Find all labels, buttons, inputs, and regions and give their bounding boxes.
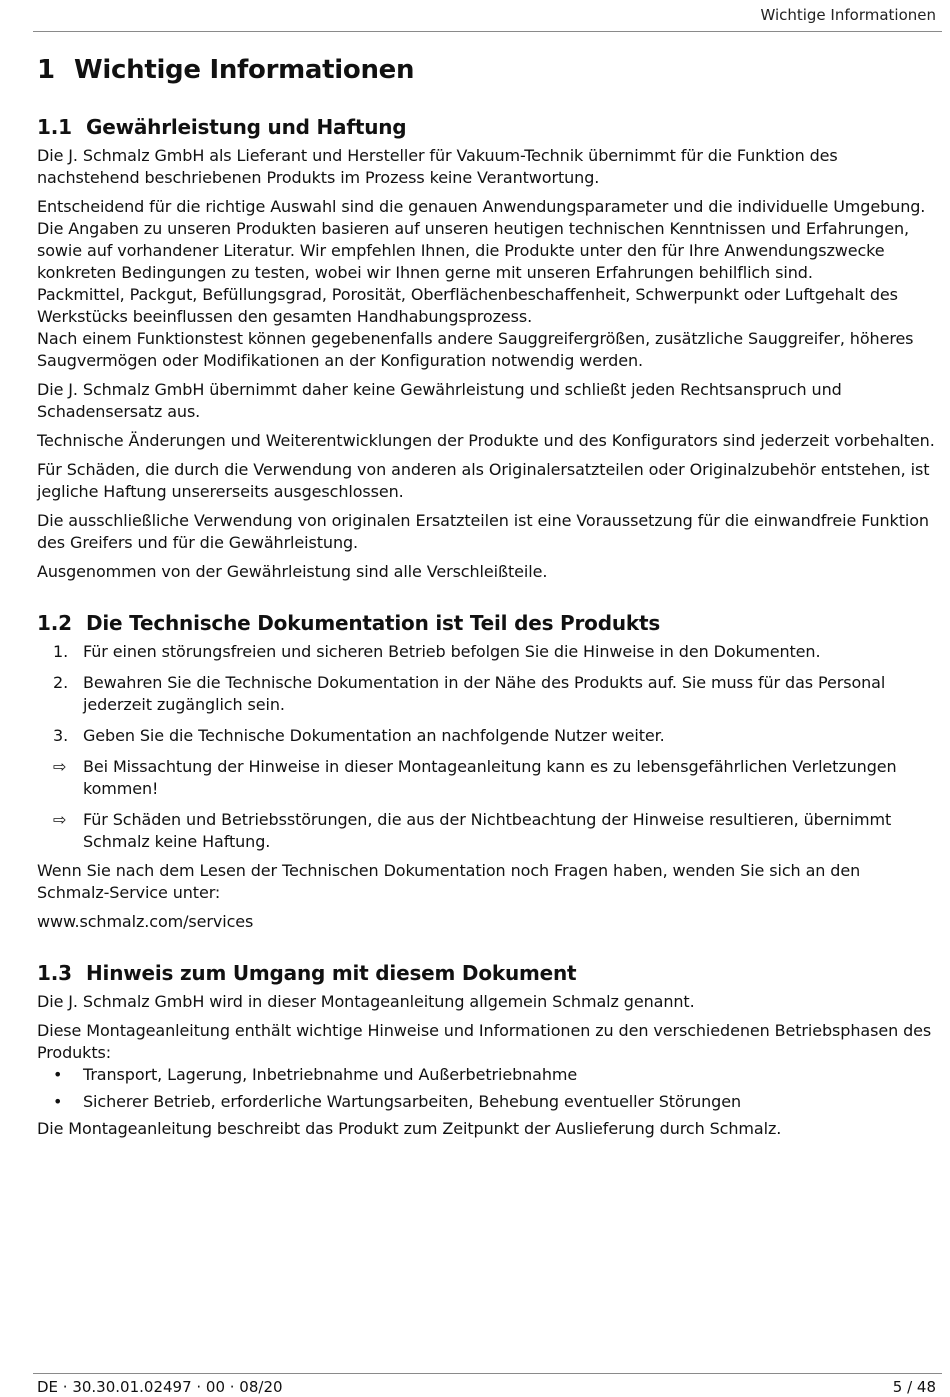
chapter-heading [37, 55, 937, 85]
document-id: DE · 30.30.01.02497 · 00 · 08/20 [37, 1378, 283, 1396]
arrow-right-icon: ⇨ [53, 757, 67, 776]
paragraph: Die J. Schmalz GmbH wird in dieser Montageanleitung allgemein Schmalz genannt. [37, 992, 695, 1011]
result-text: Für Schäden und Betriebsstörungen, die aus der Nichtbeachtung der Hinweise resultieren, übernimmt Schmalz keine Haftung. [83, 810, 892, 851]
paragraph: Die Angaben zu unseren Produkten basieren auf unseren heutigen technischen Kenntnissen und Erfahrungen, sowie auf vorhandener Literatur. Wir empfehlen Ihnen, die Produkte unter den für Ihre Anwendungszwecke konkreten Bedingungen zu testen, wobei wir Ihnen gerne mit unseren Erfahrungen behilflich sind. [37, 219, 909, 282]
paragraph: Entscheidend für die richtige Auswahl sind die genauen Anwendungsparameter und die individuelle Umgebung. [37, 197, 926, 216]
paragraph: Nach einem Funktionstest können gegebenenfalls andere Sauggreifergrößen, zusätzliche Sauggreifer, höheres Saugvermögen oder Modifikationen an der Konfiguration notwendig werden. [37, 329, 914, 370]
chapter-title: Wichtige Informationen [74, 55, 415, 85]
service-url: www.schmalz.com/services [37, 912, 254, 931]
paragraph: Die ausschließliche Verwendung von originalen Ersatzteilen ist eine Voraussetzung für die einwandfreie Funktion des Greifers und für die Gewährleistung. [37, 511, 929, 552]
list-item [37, 1091, 937, 1113]
step-text: Bewahren Sie die Technische Dokumentation in der Nähe des Produkts auf. Sie muss für das Personal jederzeit zugänglich sein. [83, 673, 886, 714]
section-heading [37, 115, 937, 139]
section-technical-documentation [37, 611, 937, 933]
arrow-right-icon: ⇨ [53, 810, 67, 829]
section-number: 1.3 [37, 961, 72, 985]
section-title: Hinweis zum Umgang mit diesem Dokument [86, 961, 577, 985]
section-warranty [37, 115, 937, 583]
page-content [37, 55, 937, 1168]
section-heading [37, 961, 937, 985]
result-step [37, 756, 937, 800]
paragraph: Die J. Schmalz GmbH übernimmt daher keine Gewährleistung und schließt jeden Rechtsanspruch und Schadensersatz aus. [37, 380, 842, 421]
footer-divider [33, 1373, 942, 1374]
paragraph: Packmittel, Packgut, Befüllungsgrad, Porosität, Oberflächenbeschaffenheit, Schwerpunkt oder Luftgehalt des Werkstücks beeinflussen den gesamten Handhabungsprozess. [37, 285, 898, 326]
result-step [37, 809, 937, 853]
step-text: Für einen störungsfreien und sicheren Betrieb befolgen Sie die Hinweise in den Dokumenten. [83, 642, 821, 661]
paragraph: Technische Änderungen und Weiterentwicklungen der Produkte und des Konfigurators sind jederzeit vorbehalten. [37, 431, 935, 450]
numbered-step [37, 725, 937, 747]
paragraph: Die J. Schmalz GmbH als Lieferant und Hersteller für Vakuum-Technik übernimmt für die Funktion des nachstehend beschriebenen Produkts im Prozess keine Verantwortung. [37, 146, 838, 187]
running-header: Wichtige Informationen [760, 6, 936, 24]
bullet-icon: • [53, 1065, 63, 1084]
step-text: Geben Sie die Technische Dokumentation an nachfolgende Nutzer weiter. [83, 726, 665, 745]
section-number: 1.1 [37, 115, 72, 139]
step-number: 2. [53, 673, 69, 692]
paragraph: Ausgenommen von der Gewährleistung sind alle Verschleißteile. [37, 562, 548, 581]
paragraph: Diese Montageanleitung enthält wichtige Hinweise und Informationen zu den verschiedenen Betriebsphasen des Produkts: [37, 1021, 932, 1062]
step-number: 1. [53, 642, 69, 661]
header-divider [33, 31, 942, 32]
step-number: 3. [53, 726, 69, 745]
paragraph: Für Schäden, die durch die Verwendung von anderen als Originalersatzteilen oder Originalzubehör entstehen, ist jegliche Haftung unsererseits ausgeschlossen. [37, 460, 930, 501]
section-title: Die Technische Dokumentation ist Teil des Produkts [86, 611, 661, 635]
list-item-text: Sicherer Betrieb, erforderliche Wartungsarbeiten, Behebung eventueller Störungen [83, 1092, 742, 1111]
page-number: 5 / 48 [892, 1378, 936, 1396]
section-document-handling [37, 961, 937, 1140]
bullet-icon: • [53, 1092, 63, 1111]
list-item-text: Transport, Lagerung, Inbetriebnahme und Außerbetriebnahme [83, 1065, 578, 1084]
list-item [37, 1064, 937, 1086]
result-text: Bei Missachtung der Hinweise in dieser Montageanleitung kann es zu lebensgefährlichen Verletzungen kommen! [83, 757, 897, 798]
section-heading [37, 611, 937, 635]
numbered-step [37, 641, 937, 663]
chapter-number: 1 [37, 55, 55, 85]
section-number: 1.2 [37, 611, 72, 635]
paragraph: Die Montageanleitung beschreibt das Produkt zum Zeitpunkt der Auslieferung durch Schmalz. [37, 1119, 782, 1138]
paragraph: Wenn Sie nach dem Lesen der Technischen Dokumentation noch Fragen haben, wenden Sie sich an den Schmalz-Service unter: [37, 861, 861, 902]
numbered-step [37, 672, 937, 716]
section-title: Gewährleistung und Haftung [86, 115, 407, 139]
